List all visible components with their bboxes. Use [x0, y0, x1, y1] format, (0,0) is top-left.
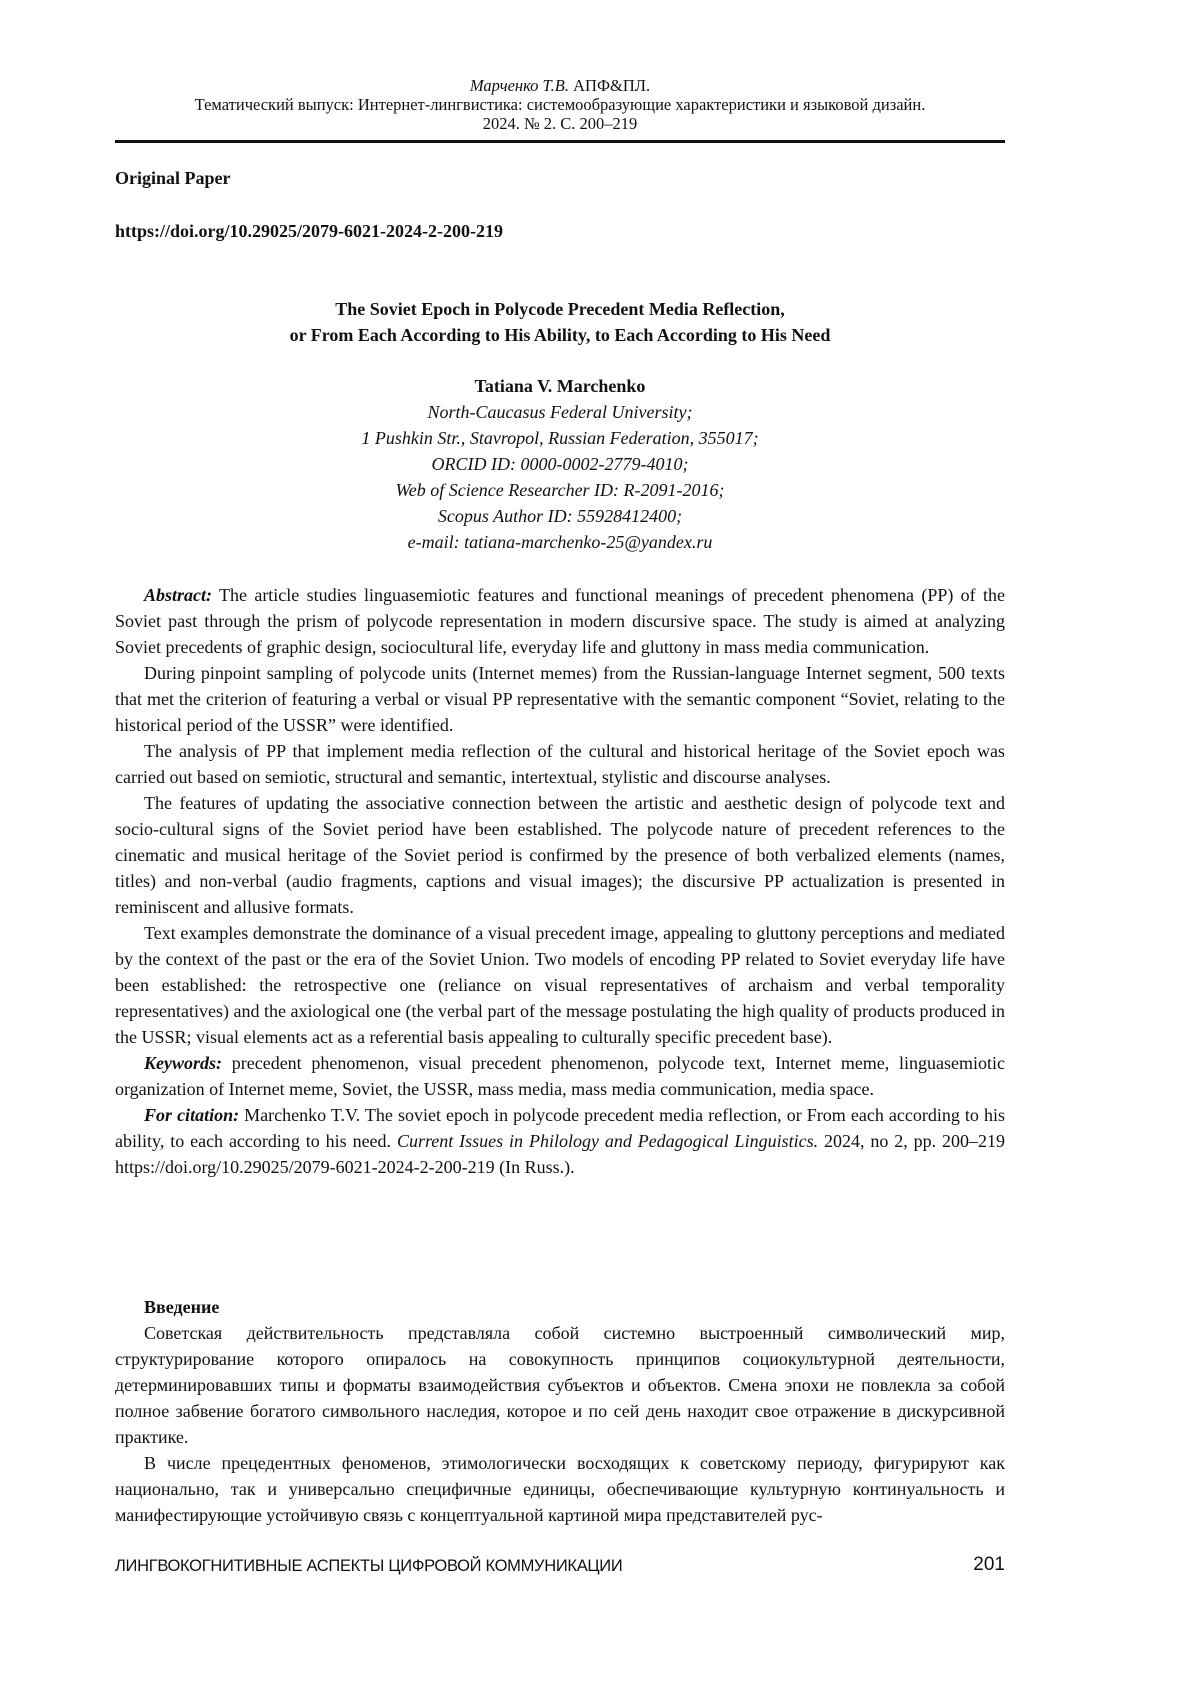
keywords-label: Keywords:: [144, 1053, 222, 1073]
keywords-paragraph: Keywords: precedent phenomenon, visual precedent phenomenon, polycode text, Internet meme, linguasemiotic organization of Internet meme, Soviet, the USSR, mass media, mass media communication, media space.: [115, 1053, 1006, 1099]
article-type: Original Paper: [115, 168, 231, 188]
running-head-year-issue: 2024. № 2. С. 200–219: [482, 114, 638, 133]
intro-paragraph-2: В числе прецедентных феноменов, этимологически восходящих к советскому периоду, фигурируют как национально, так и универсально специфичные единицы, обеспечивающие культурную континуальность и манифестирующие устойчивую связь с концептуальной картиной мира представителей рус-: [115, 1453, 1005, 1525]
author-wos-id: Web of Science Researcher ID: R-2091-2016;: [395, 480, 725, 500]
author-scopus-id: Scopus Author ID: 55928412400;: [437, 506, 683, 526]
author-affiliation-university: North-Caucasus Federal University;: [427, 402, 693, 422]
abstract-paragraph-4: The features of updating the associative connection between the artistic and aesthetic design of polycode text and socio-cultural signs of the Soviet period have been established. The polycode nature of precedent references to the cinematic and musical heritage of the Soviet period is confirmed by the presence of both verbalized elements (names, titles) and non-verbal (audio fragments, captions and visual images); the discursive PP actualization is presented in reminiscent and allusive formats.: [115, 793, 1005, 917]
footer-section-title: ЛИНГВОКОГНИТИВНЫЕ АСПЕКТЫ ЦИФРОВОЙ КОММУНИКАЦИИ: [115, 1557, 623, 1575]
citation-paragraph: For citation: Marchenko T.V. The soviet epoch in polycode precedent media reflection, or From each according to his ability, to each according to his need. Current Issues in Philology and Pedagogical Linguistics. 2024, no 2, pp. 200–219 https://doi.org/10.29025/2079-6021-2024-2-200-219 (In Russ.).: [115, 1105, 1006, 1177]
header-rule: [115, 140, 1005, 143]
running-head: [115, 76, 1005, 133]
author-email: e-mail: tatiana-marchenko-25@yandex.ru: [407, 532, 713, 552]
citation-journal: Current Issues in Philology and Pedagogical Linguistics.: [396, 1131, 819, 1151]
introduction-section: [115, 1294, 1005, 1528]
section-heading-introduction: Введение: [144, 1297, 220, 1317]
article-title-line-2: or From Each According to His Ability, to Each According to His Need: [289, 325, 831, 345]
running-head-issue-theme: Тематический выпуск: Интернет-лингвистика: системообразующие характеристики и языковой дизайн.: [194, 95, 926, 114]
abstract-paragraph-5: Text examples demonstrate the dominance of a visual precedent image, appealing to gluttony perceptions and mediated by the context of the past or the era of the Soviet Union. Two models of encoding PP related to Soviet everyday life have been established: the retrospective one (reliance on visual representatives of archaism and verbal temporality representatives) and the axiological one (the verbal part of the message postulating the high quality of products produced in the USSR; visual elements act as a referential basis appealing to culturally specific precedent base).: [115, 923, 1005, 1047]
abstract-label: Abstract:: [144, 585, 213, 605]
article-title: [115, 296, 1005, 348]
author-orcid: ORCID ID: 0000-0002-2779-4010;: [431, 454, 689, 474]
running-head-author: Марченко Т.В.: [469, 76, 570, 95]
abstract-paragraph-3: The analysis of PP that implement media reflection of the cultural and historical heritage of the Soviet epoch was carried out based on semiotic, structural and semantic, intertextual, stylistic and discourse analyses.: [115, 741, 1005, 787]
doi-link[interactable]: https://doi.org/10.29025/2079-6021-2024-2-200-219: [115, 221, 503, 241]
abstract-paragraph-1: Abstract: The article studies linguasemiotic features and functional meanings of precedent phenomena (PP) of the Soviet past through the prism of polycode representation in modern discursive space. The study is aimed at analyzing Soviet precedents of graphic design, sociocultural life, everyday life and gluttony in mass media communication.: [115, 585, 1005, 657]
author-affiliation-address: 1 Pushkin Str., Stavropol, Russian Federation, 355017;: [361, 428, 759, 448]
author-name: Tatiana V. Marchenko: [474, 376, 646, 396]
running-head-line-1: [115, 76, 1005, 95]
article-title-line-1: The Soviet Epoch in Polycode Precedent Media Reflection,: [335, 299, 785, 319]
abstract-section: [115, 582, 1005, 1180]
abstract-paragraph-2: During pinpoint sampling of polycode units (Internet memes) from the Russian-language Internet segment, 500 texts that met the criterion of featuring a verbal or visual PP representative with the semantic component “Soviet, relating to the historical period of the USSR” were identified.: [115, 663, 1005, 735]
intro-paragraph-1: Советская действительность представляла собой системно выстроенный символический мир, структурирование которого опиралось на совокупность принципов социокультурной деятельности, детерминировавших типы и форматы взаимодействия субъектов и объектов. Смена эпохи не повлекла за собой полное забвение богатого символьного наследия, которое и по сей день находит свое отражение в дискурсивной практике.: [115, 1323, 1005, 1447]
running-head-journal: АПФ&ПЛ.: [573, 76, 651, 95]
page-number: 201: [973, 1554, 1005, 1575]
citation-label: For citation:: [144, 1105, 240, 1125]
author-block: [115, 373, 1005, 555]
